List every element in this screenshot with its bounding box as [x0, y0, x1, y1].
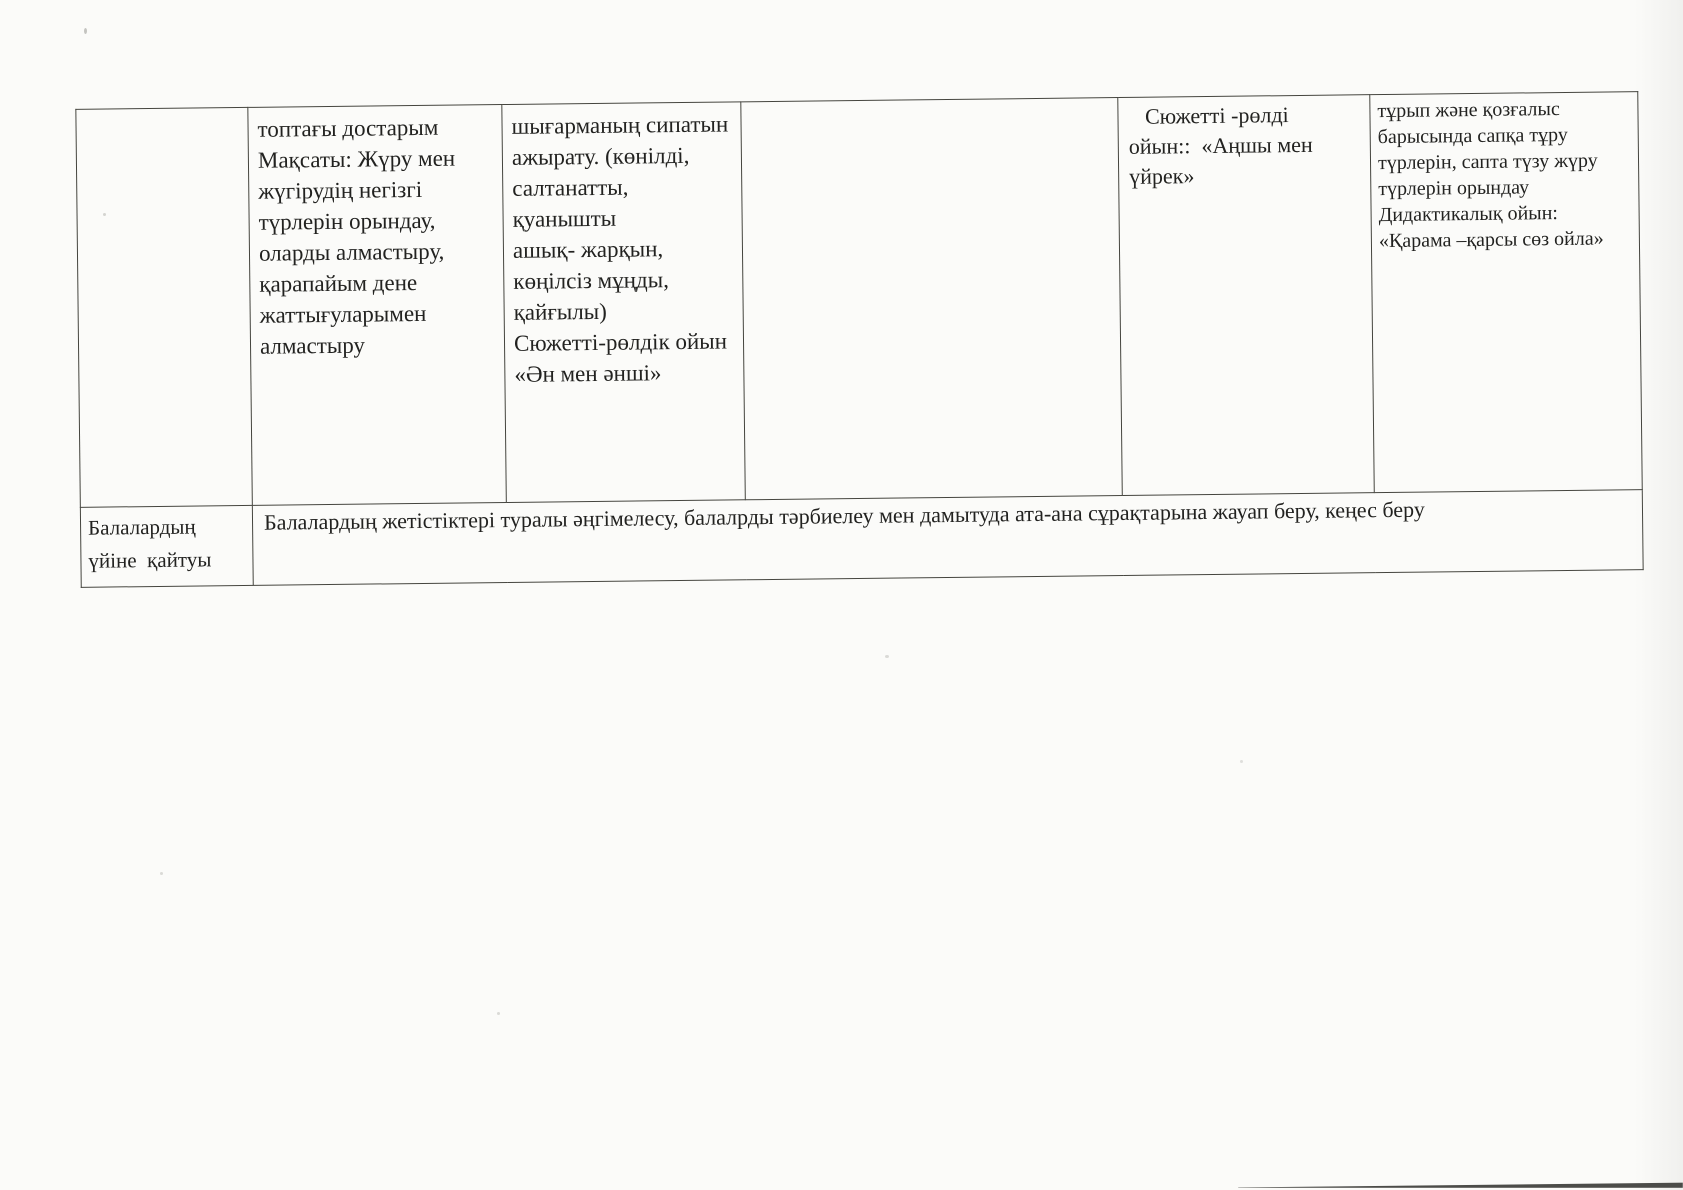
scan-speck — [885, 655, 889, 658]
table-row — [80, 490, 1643, 588]
cell-row1-character-text: шығарманың сипатын ажырату. (көнілді, салтанатты, қуанышты ашық- жарқын, көңілсіз мұңды, қайғылы) Сюжетті-рөлдік ойын «Ән мен әнші» — [502, 102, 745, 503]
cell-row2-content: Балалардың жетістіктері туралы әңгімелесу, балалрды тәрбиелеу мен дамытуда ата-ана сұрақтарына жауап беру, кеңес беру — [252, 490, 1643, 586]
cell-row1-roleplay-game: Сюжетті -рөлді ойын:: «Аңшы мен үйрек» — [1118, 95, 1374, 496]
scan-speck — [84, 28, 87, 34]
lesson-plan-table — [75, 91, 1643, 588]
scan-speck — [103, 213, 106, 216]
scan-edge-artifact — [1238, 1182, 1683, 1188]
scan-speck — [497, 1012, 500, 1015]
cell-row2-header-going-home: Балалардың үйіне қайтуы — [80, 505, 253, 587]
scan-speck — [160, 872, 163, 875]
cell-row1-motion-text: тұрып және қозғалыс барысында сапқа тұру түрлерін, сапта түзу жүру түрлерін орындау Дидактикалық ойын: «Қарама –қарсы сөз ойла» — [1370, 92, 1642, 493]
cell-row1-goal-text: топтағы достарым Мақсаты: Жүру мен жүгірудің негізгі түрлерін орындау, оларды алмастыру, қарапайым дене жаттығуларымен алмастыру — [248, 105, 506, 506]
scan-speck — [1240, 760, 1243, 763]
cell-row1-empty-left — [76, 107, 253, 507]
table-row — [76, 92, 1642, 508]
cell-row1-empty-middle — [741, 98, 1122, 500]
lesson-plan-table-wrap — [75, 91, 1642, 588]
scanner-edge-shade — [1635, 0, 1683, 1190]
